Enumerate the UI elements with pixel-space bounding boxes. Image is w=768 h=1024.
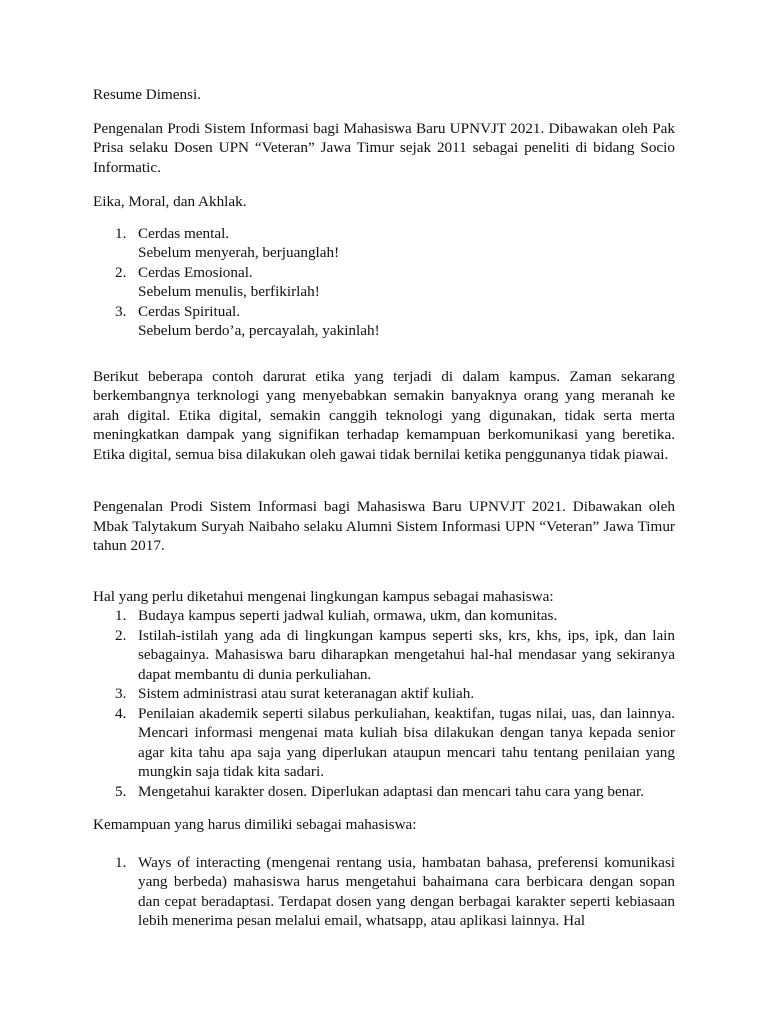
intro-paragraph-2: Pengenalan Prodi Sistem Informasi bagi Mahasiswa Baru UPNVJT 2021. Dibawakan oleh Mbak Talytakum Suryah Naibaho selaku Alumni Sistem Informasi UPN “Veteran” Jawa Timur tahun 2017.	[93, 498, 675, 554]
list-item	[93, 853, 675, 931]
list-item	[93, 224, 675, 263]
campus-heading: Hal yang perlu diketahui mengenai lingkungan kampus sebagai mahasiswa:	[93, 587, 554, 605]
list-item-title: Cerdas mental.	[138, 224, 230, 242]
list-number: 3.	[115, 302, 127, 320]
intro-paragraph-1: Pengenalan Prodi Sistem Informasi bagi Mahasiswa Baru UPNVJT 2021. Dibawakan oleh Pak Prisa selaku Dosen UPN “Veteran” Jawa Timur sejak 2011 sebagai peneliti di bidang Socio Informatic.	[93, 119, 675, 176]
list-item-subtitle: Sebelum menulis, berfikirlah!	[138, 283, 320, 300]
ethics-list	[93, 224, 675, 341]
list-number: 3.	[115, 685, 127, 702]
list-item	[93, 684, 675, 704]
ability-heading: Kemampuan yang harus dimiliki sebagai mahasiswa:	[93, 816, 417, 833]
ability-list	[93, 853, 675, 931]
list-number: 2.	[115, 263, 127, 281]
list-number: 2.	[115, 626, 127, 644]
list-item-text: Istilah-istilah yang ada di lingkungan kampus seperti sks, krs, khs, ips, ipk, dan lain sebagainya. Mahasiswa baru diharapkan mengetahui hal-hal mendasar yang sekiranya dapat membantu di dunia perkuliahan.	[138, 626, 675, 683]
list-item	[93, 704, 675, 782]
list-item	[93, 626, 675, 685]
list-item-text: Ways of interacting (mengenai rentang usia, hambatan bahasa, preferensi komunikasi yang berbeda) mahasiswa harus mengetahui bahaimana cara berbicara dengan sopan dan cepat beradaptasi. Terdapat dosen yang dengan berbagai karakter seperti kebiasaan lebih menerima pesan melalui email, whatsapp, atau aplikasi lainnya. Hal	[138, 853, 675, 929]
list-item-subtitle: Sebelum menyerah, berjuanglah!	[138, 244, 340, 261]
list-item	[93, 263, 675, 302]
digital-ethics-paragraph: Berikut beberapa contoh darurat etika yang terjadi di dalam kampus. Zaman sekarang berkembangnya terknologi yang menyebabkan semakin banyaknya orang yang meranah ke arah digital. Etika digital, semakin canggih teknologi yang digunakan, tidak serta merta meningkatkan dampak yang signifikan terhadap kemampuan berkomunikasi yang beretika. Etika digital, semua bisa dilakukan oleh gawai tidak bernilai ketika penggunanya tidak piawai.	[93, 367, 675, 463]
list-number: 1.	[115, 853, 127, 871]
ethics-heading: Eika, Moral, dan Akhlak.	[93, 193, 247, 210]
list-item-text: Budaya kampus seperti jadwal kuliah, ormawa, ukm, dan komunitas.	[138, 607, 558, 624]
list-number: 5.	[115, 782, 127, 800]
list-item-subtitle: Sebelum berdo’a, percayalah, yakinlah!	[138, 322, 380, 339]
list-number: 4.	[115, 704, 127, 722]
list-item	[93, 782, 675, 802]
campus-list	[93, 606, 675, 801]
list-item	[93, 606, 675, 626]
list-item-text: Sistem administrasi atau surat keteranagan aktif kuliah.	[138, 685, 475, 702]
list-item-title: Cerdas Spiritual.	[138, 302, 241, 320]
list-item	[93, 302, 675, 341]
document-title: Resume Dimensi.	[93, 86, 201, 103]
list-number: 1.	[115, 607, 127, 624]
list-item-text: Mengetahui karakter dosen. Diperlukan adaptasi dan mencari tahu cara yang benar.	[138, 782, 645, 800]
list-number: 1.	[115, 224, 127, 242]
list-item-title: Cerdas Emosional.	[138, 263, 253, 281]
list-item-text: Penilaian akademik seperti silabus perkuliahan, keaktifan, tugas nilai, uas, dan lainnya. Mencari informasi mengenai mata kuliah bisa dilakukan dengan tanya kepada senior agar kita tahu apa saja yang diperlukan ataupun mencari tahu tentang penilaian yang mungkin saja tidak kita sadari.	[138, 704, 675, 780]
